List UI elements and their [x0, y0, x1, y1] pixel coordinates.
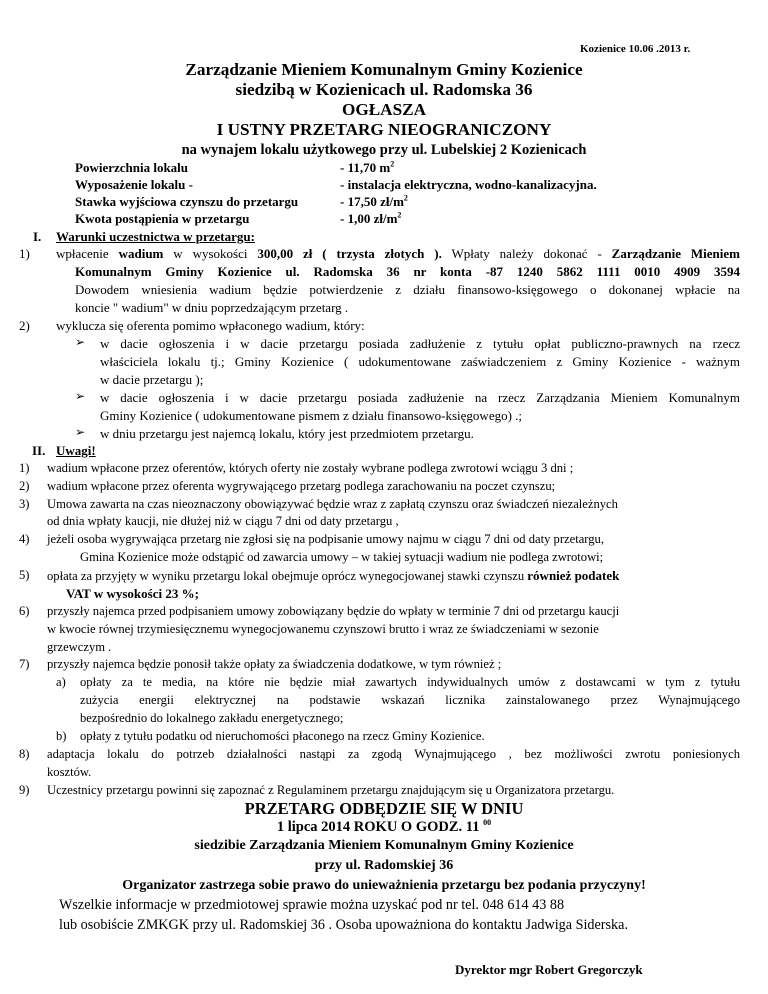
bullet1-line1: w dacie ogłoszenia i w dacie przetargu posiada zadłużenie z tytułu opłat publiczno-prawnych na rzecz — [100, 336, 740, 351]
section2-item9-number: 9) — [19, 783, 30, 797]
section1-item1-line1: wpłacenie wadium w wysokości 300,00 zł ( trzysta złotych ). Wpłaty należy dokonać - Zarządzanie Mieniem — [56, 246, 740, 261]
bullet2-line2: Gminy Kozienice ( udokumentowane pismem z działu finansowo-księgowego) .; — [100, 408, 523, 423]
section2-item3-line2: od dnia wpłaty kaucji, nie dłużej niż w ciągu 7 dni od daty przetargu , — [47, 514, 399, 528]
bullet3-line1: w dniu przetargu jest najemcą lokalu, który jest przedmiotem przetargu. — [100, 426, 474, 441]
bullet-arrow-icon: ➢ — [75, 335, 86, 349]
bullet1-line3: w dacie przetargu ); — [100, 372, 204, 387]
section1-item1-number: 1) — [19, 246, 30, 261]
section2-item7b-letter: b) — [56, 729, 67, 743]
section2-item7-number: 7) — [19, 657, 30, 671]
section1-item2-number: 2) — [19, 318, 30, 333]
section1-number: I. — [33, 229, 42, 244]
detail-equipment-value: - instalacja elektryczna, wodno-kanalizacyjna. — [340, 177, 597, 192]
bullet-arrow-icon: ➢ — [75, 389, 86, 403]
section2-item7a-line2: zużycia energii elektrycznej na podstawie wskazań licznika zainstalowanego przez Wynajmującego — [80, 693, 740, 707]
section2-number: II. — [32, 443, 46, 458]
section2-item4-line1: jeżeli osoba wygrywająca przetarg nie zgłosi się na podpisanie umowy najmu w ciągu 7 dni od daty przetargu, — [47, 532, 604, 546]
detail-area-label: Powierzchnia lokalu — [75, 160, 189, 175]
signature: Dyrektor mgr Robert Gregorczyk — [455, 962, 643, 977]
detail-increment-label: Kwota postąpienia w przetargu — [75, 211, 250, 226]
section2-item7-text: przyszły najemca będzie ponosił także opłaty za świadczenia dodatkowe, w tym również ; — [47, 657, 502, 671]
bullet-arrow-icon: ➢ — [75, 425, 86, 439]
detail-increment-value: - 1,00 $zł/m^2$ — [340, 210, 402, 226]
detail-area-value: - 11,70 $m^2$ — [340, 159, 395, 175]
section2-item7a-letter: a) — [56, 675, 66, 689]
section1-item1-line2: Komunalnym Gminy Kozienice ul. Radomska 36 nr konta -87 1240 5862 1111 0010 4909 3594 — [75, 264, 740, 279]
section2-item6-line2: w kwocie równej trzymiesięcznemu wynegocjowanemu czynszowi brutto i wraz ze świadczeniami w sezonie — [47, 622, 599, 636]
section2-item8-line2: kosztów. — [47, 765, 92, 779]
section2-item5-number: 5) — [19, 568, 30, 582]
section2-item2-number: 2) — [19, 479, 30, 493]
section1-item1-line3: Dowodem wniesienia wadium będzie potwierdzenie z działu finansowo-księgowego o dokonanej wpłacie na — [75, 282, 740, 297]
section2-item4-line2: Gmina Kozienice może odstąpić od zawarcia umowy – w takiej sytuacji wadium nie podlega zwrotowi; — [80, 550, 604, 564]
document-date: Kozienice 10.06 .2013 r. — [580, 43, 691, 55]
section2-item7a-line3: bezpośrednio do lokalnego zakładu energetycznego; — [80, 711, 344, 725]
auction-heading: PRZETARG ODBĘDZIE SIĘ W DNIU — [244, 799, 524, 818]
section2-item4-number: 4) — [19, 532, 30, 546]
auction-street: przy ul. Radomskiej 36 — [314, 858, 454, 873]
title-address: siedzibą w Kozienicach ul. Radomska 36 — [235, 80, 533, 99]
section2-item6-line1: przyszły najemca przed podpisaniem umowy zobowiązany będzie do wpłaty w terminie 7 dni od przetargu kaucji — [47, 604, 620, 618]
section2-item2-text: wadium wpłacone przez oferenta wygrywającego przetarg podlega zarachowaniu na poczet czynszu; — [47, 479, 556, 493]
section2-item1-number: 1) — [19, 461, 30, 475]
bullet2-line1: w dacie ogłoszenia i w dacie przetargu posiada zadłużenie na rzecz Zarządzania Mieniem Komunalnym — [100, 390, 740, 405]
section2-heading: Uwagi! — [56, 443, 96, 458]
auction-date: 1 lipca 2014 ROKU O GODZ. 11 $^{00}$ — [276, 818, 492, 835]
detail-rent-label: Stawka wyjściowa czynszu do przetargu — [75, 194, 299, 209]
section2-item5-line2: VAT w wysokości 23 %; — [66, 586, 199, 601]
detail-rent-value: - 17,50 $zł/m^2$ — [340, 193, 408, 209]
title-organization: Zarządzanie Mieniem Komunalnym Gminy Kozienice — [185, 60, 583, 79]
title-tender: I USTNY PRZETARG NIEOGRANICZONY — [216, 120, 552, 139]
detail-equipment-label: Wyposażenie lokalu - — [75, 177, 193, 192]
section1-item2-text: wyklucza się oferenta pomimo wpłaconego wadium, który: — [56, 318, 365, 333]
section2-item8-number: 8) — [19, 747, 30, 761]
bullet1-line2: właściciela lokalu tj.; Gminy Kozienice ( udokumentowane zaświadczeniem z Gminy Kozienice - ważnym — [100, 354, 740, 369]
contact-line1: Wszelkie informacje w przedmiotowej sprawie można uzyskać pod nr tel. 048 614 43 88 — [59, 897, 565, 913]
auction-location: siedzibie Zarządzania Mieniem Komunalnym Gminy Kozienice — [194, 838, 574, 853]
section2-item5-line1: opłata za przyjęty w wyniku przetargu lokal obejmuje oprócz wynegocjowanej stawki czynszu również podatek — [47, 568, 620, 583]
section2-item7b-text: opłaty z tytułu podatku od nieruchomości płaconego na rzecz Gminy Kozienice. — [80, 729, 485, 743]
section1-heading: Warunki uczestnictwa w przetargu: — [56, 229, 255, 244]
section2-item6-number: 6) — [19, 604, 30, 618]
section2-item9-text: Uczestnicy przetargu powinni się zapoznać z Regulaminem przetargu znajdującym się u Organizatora przetargu. — [47, 783, 615, 797]
section2-item3-number: 3) — [19, 497, 30, 511]
auction-reservation-notice: Organizator zastrzega sobie prawo do unieważnienia przetargu bez podania przyczyny! — [122, 878, 646, 893]
section2-item6-line3: grzewczym . — [47, 640, 112, 654]
title-announces: OGŁASZA — [341, 100, 427, 119]
contact-line2: lub osobiście ZMKGK przy ul. Radomskiej 36 . Osoba upoważniona do kontaktu Jadwiga Siderska. — [59, 917, 628, 933]
section2-item8-line1: adaptacja lokalu do potrzeb działalności nastąpi za zgodą Wynajmującego , bez możliwości zwrotu poniesionych — [47, 747, 740, 761]
section2-item1-text: wadium wpłacone przez oferentów, których oferty nie zostały wybrane podlega zwrotowi wciągu 3 dni ; — [47, 461, 574, 475]
section2-item7a-line1: opłaty za te media, na które nie będzie miał zawartych indywidualnych umów z dostawcami w tym z tytułu — [80, 675, 740, 689]
section2-item3-line1: Umowa zawarta na czas nieoznaczony obowiązywać będzie wraz z zapłatą czynszu oraz świadczeń niezależnych — [47, 497, 618, 511]
subtitle-premises: na wynajem lokalu użytkowego przy ul. Lubelskiej 2 Kozienicach — [181, 142, 587, 158]
section1-item1-line4: koncie " wadium" w dniu poprzedzającym przetarg . — [75, 300, 349, 315]
